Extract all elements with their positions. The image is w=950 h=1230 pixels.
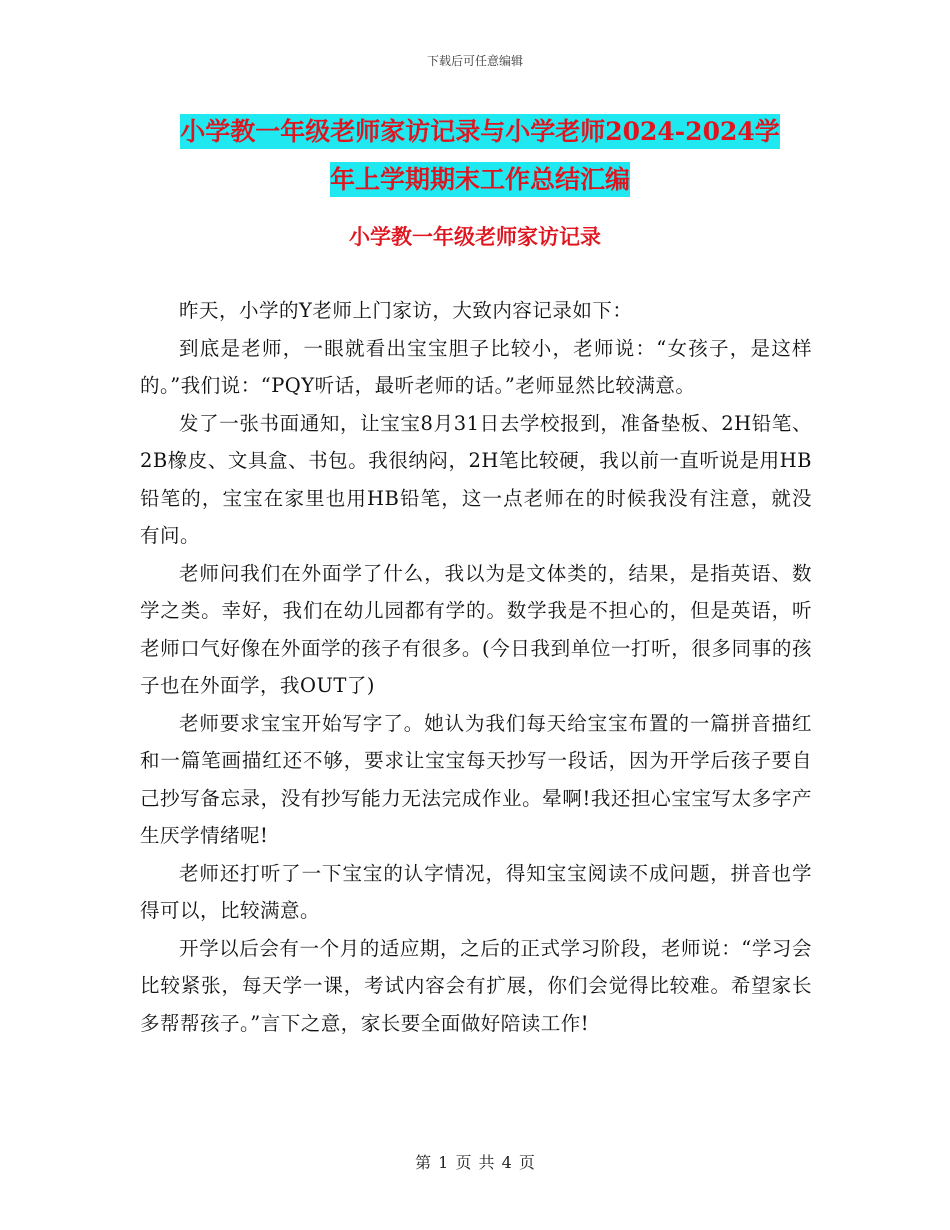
paragraph: 到底是老师，一眼就看出宝宝胆子比较小，老师说：“女孩子，是这样的。”我们说：“PQY听话，最听老师的话。”老师显然比较满意。: [140, 336, 812, 397]
paragraph: 开学以后会有一个月的适应期，之后的正式学习阶段，老师说：“学习会比较紧张，每天学一课，考试内容会有扩展，你们会觉得比较难。希望家长多帮帮孩子。”言下之意，家长要全面做好陪读工作!: [140, 936, 812, 1035]
document-title-line-1: 小学教一年级老师家访记录与小学老师2024-2024学: [180, 114, 780, 149]
page-number-footer: 第 1 页 共 4 页: [415, 1153, 535, 1172]
page-header-note: 下载后可任意编辑: [426, 54, 523, 68]
document-title-line-2: 年上学期期末工作总结汇编: [330, 162, 630, 197]
paragraph: 昨天，小学的Y老师上门家访，大致内容记录如下：: [179, 299, 633, 322]
paragraph: 老师还打听了一下宝宝的认字情况，得知宝宝阅读不成问题，拼音也学得可以，比较满意。: [140, 861, 812, 922]
paragraph: 发了一张书面通知，让宝宝8月31日去学校报到，准备垫板、2H铅笔、2B橡皮、文具盒、书包。我很纳闷，2H笔比较硬，我以前一直听说是用HB铅笔的，宝宝在家里也用HB铅笔，这一点老师在的时候我没有注意，就没有问。: [140, 411, 812, 547]
section-title: 小学教一年级老师家访记录: [349, 224, 601, 249]
document-title: [140, 108, 820, 204]
paragraph: 老师要求宝宝开始写字了。她认为我们每天给宝宝布置的一篇拼音描红和一篇笔画描红还不够，要求让宝宝每天抄写一段话，因为开学后孩子要自己抄写备忘录，没有抄写能力无法完成作业。晕啊!我还担心宝宝写太多字产生厌学情绪呢!: [140, 711, 812, 847]
paragraph: 老师问我们在外面学了什么，我以为是文体类的，结果，是指英语、数学之类。幸好，我们在幼儿园都有学的。数学我是不担心的，但是英语，听老师口气好像在外面学的孩子有很多。(今日我到单位一打听，很多同事的孩子也在外面学，我OUT了): [140, 561, 812, 697]
document-body: [140, 292, 812, 1042]
